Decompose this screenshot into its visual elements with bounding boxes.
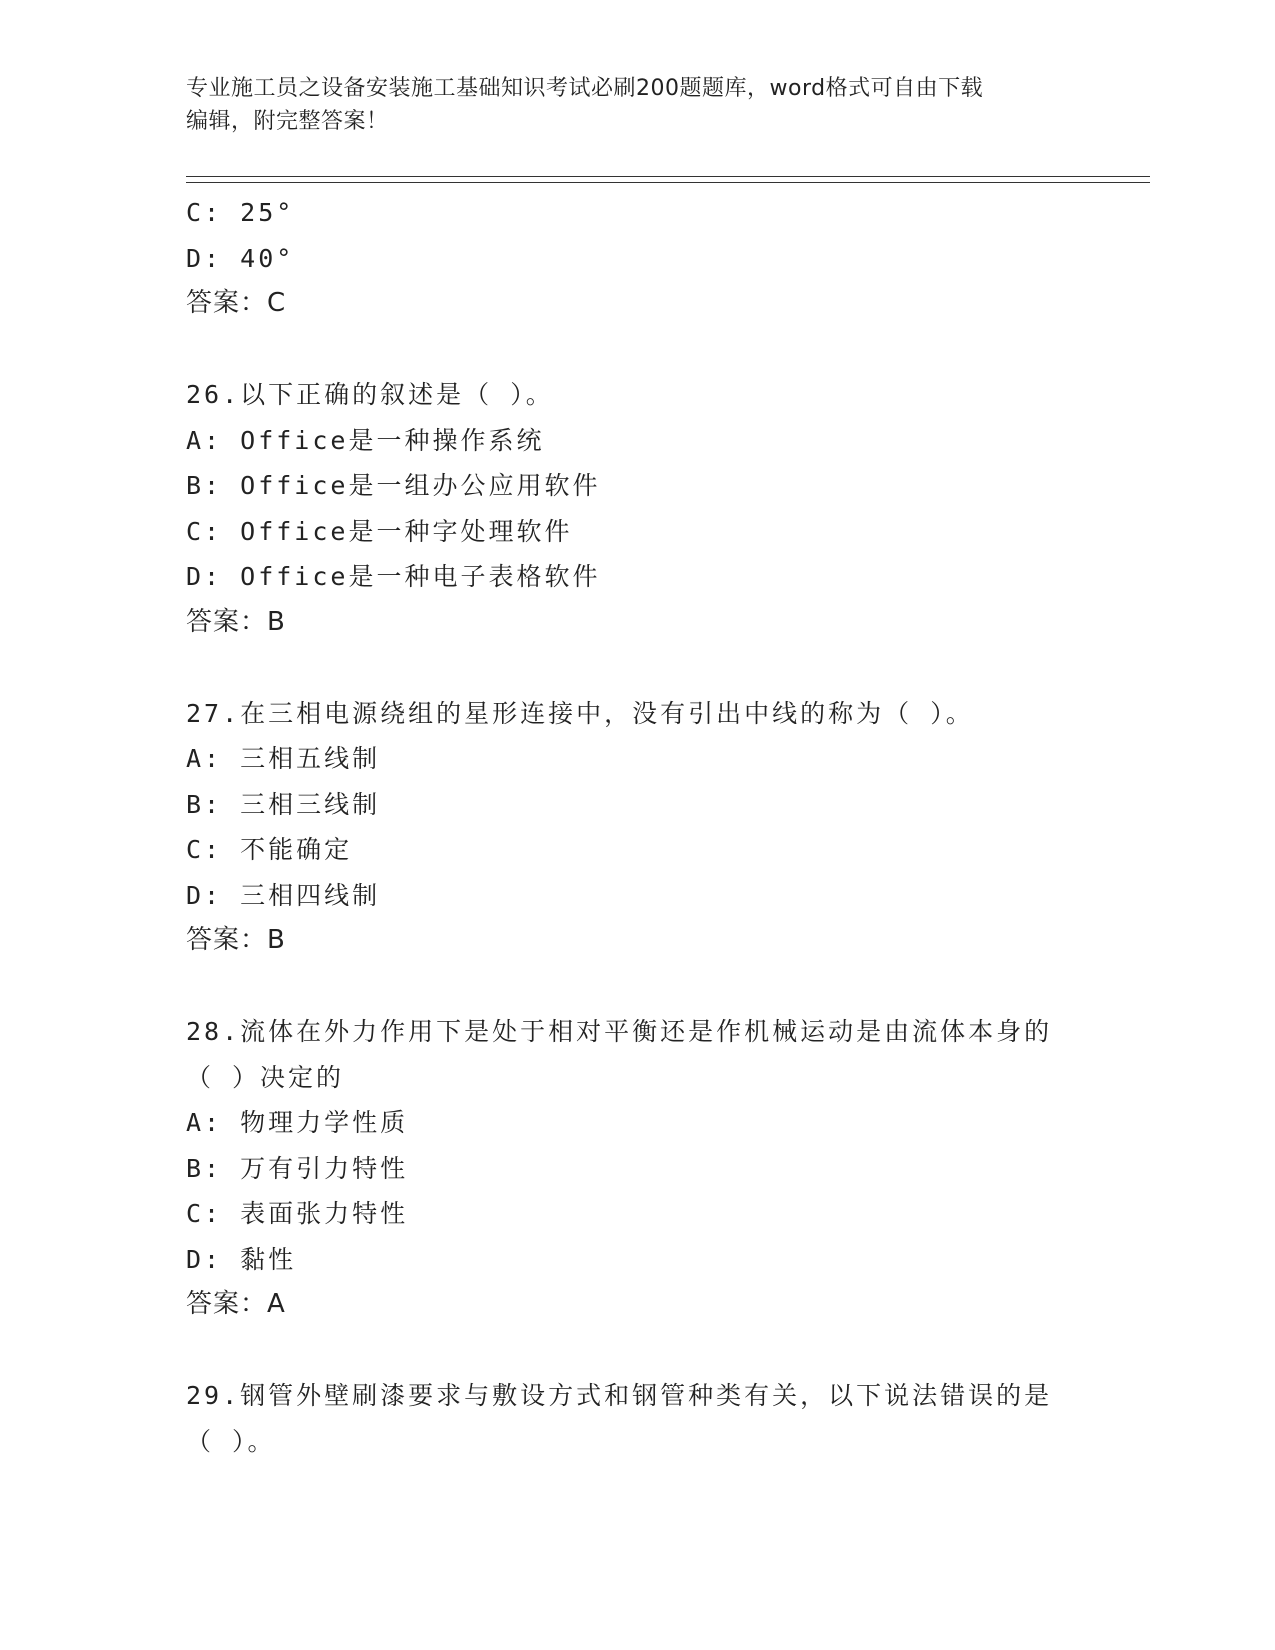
question-stem-line-2: （ ）决定的 [186,1062,345,1092]
answer: 答案：B [186,606,286,637]
question-28 [186,1009,1106,1328]
option-d: D: 40° [186,243,295,273]
question-25 [186,190,1106,327]
question-stem: 27.在三相电源绕组的星形连接中，没有引出中线的称为（ ）。 [186,698,974,728]
answer: 答案：A [186,1289,286,1319]
spacer [186,645,1106,691]
question-27 [186,691,1106,964]
document-header [186,72,1066,138]
option-a: A: 三相五线制 [186,744,381,773]
option-b: B: 三相三线制 [186,789,381,819]
header-title-line-1: 专业施工员之设备安装施工基础知识考试必刷200题题库，word格式可自由下载 [186,76,984,101]
question-26 [186,372,1106,645]
option-d: D: Office是一种电子表格软件 [186,562,601,591]
option-b: B: Office是一组办公应用软件 [186,471,601,500]
question-list [186,190,1106,1464]
question-stem-line-2: （ ）。 [186,1426,276,1456]
option-b: B: 万有引力特性 [186,1153,409,1183]
header-title-line-2: 编辑，附完整答案！ [186,109,389,134]
option-c: C: 表面张力特性 [186,1199,409,1228]
spacer [186,327,1106,373]
header-divider-top [186,176,1150,177]
question-stem-line-1: 28.流体在外力作用下是处于相对平衡还是作机械运动是由流体本身的 [186,1017,1053,1046]
header-divider-bottom [186,182,1150,183]
option-a: A: Office是一种操作系统 [186,425,545,455]
option-d: D: 黏性 [186,1244,297,1274]
question-29 [186,1373,1106,1464]
option-a: A: 物理力学性质 [186,1108,409,1137]
option-c: C: 25° [186,198,295,227]
spacer [186,1328,1106,1374]
answer: 答案：C [186,288,287,318]
spacer [186,964,1106,1010]
option-d: D: 三相四线制 [186,880,381,910]
option-c: C: Office是一种字处理软件 [186,516,573,546]
option-c: C: 不能确定 [186,835,353,864]
question-stem: 26.以下正确的叙述是（ ）。 [186,380,554,409]
answer: 答案：B [186,925,286,955]
question-stem-line-1: 29.钢管外壁刷漆要求与敷设方式和钢管种类有关，以下说法错误的是 [186,1381,1053,1410]
